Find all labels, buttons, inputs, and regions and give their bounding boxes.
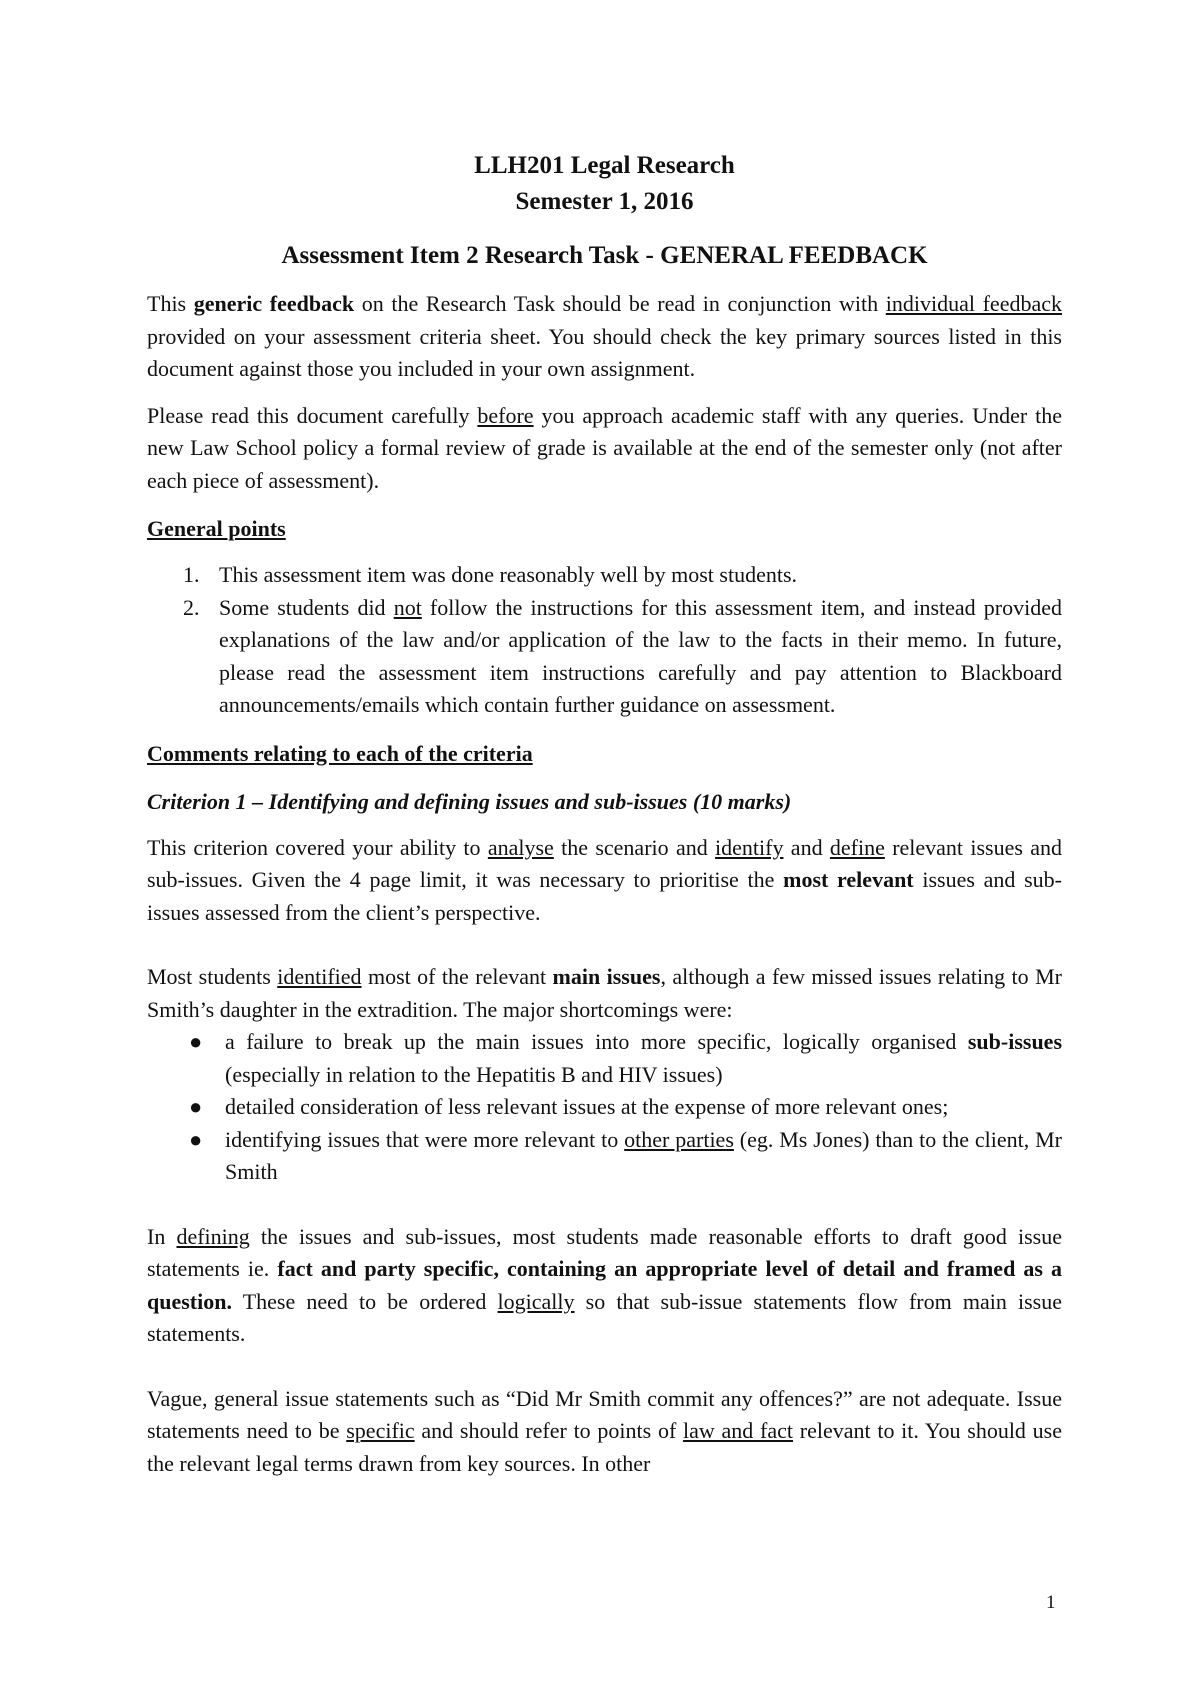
bullet-icon: ● xyxy=(189,1126,203,1152)
list-item: 2. Some students did not follow the instructions for this assessment item, and instead provided explanations of the law and/or application of the law to the facts in their memo. In future, please read the assessment item instructions carefully and pay attention to Blackboard announcements/emails which contain further guidance on assessment. xyxy=(183,594,1062,717)
criterion-1-paragraph-2: Most students identified most of the relevant main issues, although a few missed issues relating to Mr Smith’s daughter in the extradition. The major shortcomings were: xyxy=(147,964,1062,1022)
general-points-heading: General points xyxy=(147,516,286,541)
criterion-1-paragraph-4: Vague, general issue statements such as “Did Mr Smith commit any offences?” are not adequate. Issue statements need to be specific and should refer to points of law and fact relevant to it. You should use the relevant legal terms drawn from key sources. In other xyxy=(147,1385,1062,1476)
course-title: LLH201 Legal Research xyxy=(474,152,735,179)
list-item: ● detailed consideration of less relevant issues at the expense of more relevant ones; xyxy=(147,1091,1062,1124)
document-title: Assessment Item 2 Research Task - GENERAL FEEDBACK xyxy=(281,242,928,269)
semester-title: Semester 1, 2016 xyxy=(515,188,694,215)
general-points-list xyxy=(147,559,1062,722)
intro-paragraph-2: Please read this document carefully before you approach academic staff with any queries. Under the new Law School policy a formal review of grade is available at the end of the semester only (not after each piece of assessment). xyxy=(147,402,1062,493)
criterion-1-title: Criterion 1 – Identifying and defining issues and sub-issues (10 marks) xyxy=(147,788,792,814)
bullet-icon: ● xyxy=(189,1094,203,1119)
list-item: ● identifying issues that were more relevant to other parties (eg. Ms Jones) than to the client, Mr Smith xyxy=(147,1124,1062,1189)
criterion-1-paragraph-1: This criterion covered your ability to analyse the scenario and identify and define relevant issues and sub-issues. Given the 4 page limit, it was necessary to prioritise the most relevant issues and sub-issues assessed from the client’s perspective. xyxy=(147,834,1063,925)
list-item: 1. This assessment item was done reasonably well by most students. xyxy=(183,562,798,587)
intro-paragraph-1: This generic feedback on the Research Task should be read in conjunction with individual feedback provided on your assessment criteria sheet. You should check the key primary sources listed in this document against those you included in your own assignment. xyxy=(147,291,1062,381)
page-number: 1 xyxy=(1046,1592,1056,1613)
shortcomings-list xyxy=(147,1026,1062,1189)
list-item: ● a failure to break up the main issues into more specific, logically organised sub-issues (especially in relation to the Hepatitis B and HIV issues) xyxy=(147,1026,1062,1091)
document-page xyxy=(147,148,1062,1480)
criterion-1-paragraph-3: In defining the issues and sub-issues, most students made reasonable efforts to draft good issue statements ie. fact and party specific, containing an appropriate level of detail and framed as a question. These need to be ordered logically so that sub-issue statements flow from main issue statements. xyxy=(147,1223,1063,1346)
criteria-heading: Comments relating to each of the criteria xyxy=(147,740,533,766)
bullet-icon: ● xyxy=(189,1029,203,1054)
